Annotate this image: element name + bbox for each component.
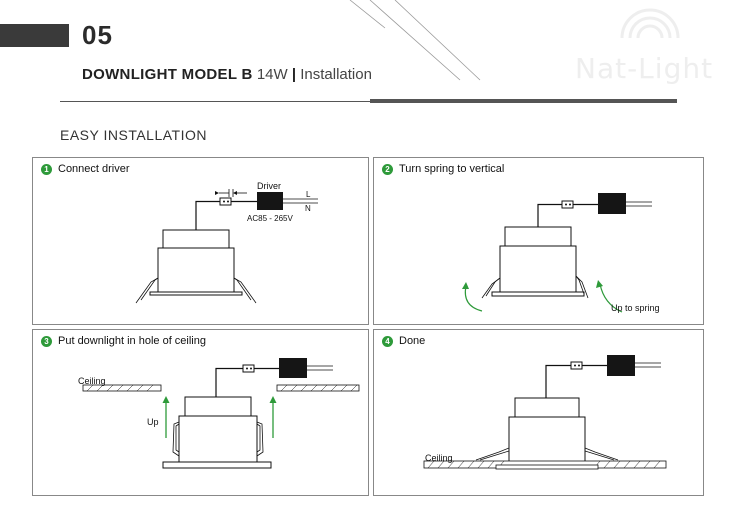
voltage-label: AC85 - 265V (247, 214, 293, 223)
step-number-badge: 3 (41, 336, 52, 347)
ceiling-label: Ceiling (78, 376, 106, 386)
section-title: EASY INSTALLATION (60, 127, 207, 143)
title-model: DOWNLIGHT MODEL B (82, 66, 253, 83)
step-number-badge: 1 (41, 164, 52, 175)
step-title: Connect driver (58, 163, 130, 175)
step-panel-1 (32, 157, 369, 325)
step-panel-2 (373, 157, 704, 325)
connect-driver-diagram-icon (33, 158, 370, 326)
header-rule-thin (60, 101, 370, 102)
step-number-badge: 4 (382, 336, 393, 347)
step-title: Turn spring to vertical (399, 163, 505, 175)
done-diagram-icon (374, 330, 705, 497)
page-number: 05 (82, 20, 113, 50)
header-rule-thick (370, 99, 677, 103)
neutral-label: N (305, 204, 311, 213)
step-panel-3 (32, 329, 369, 496)
header-tab-bar (0, 24, 69, 47)
ceiling-insert-diagram-icon (33, 330, 370, 497)
step-number-badge: 2 (382, 164, 393, 175)
step-panel-4 (373, 329, 704, 496)
title-separator: | (291, 66, 297, 83)
line-label: L (306, 190, 311, 199)
title-section: Installation (300, 66, 372, 83)
page-title (82, 66, 372, 83)
step-title: Put downlight in hole of ceiling (58, 335, 206, 347)
driver-label: Driver (257, 181, 281, 191)
up-to-spring-label: Up to spring (611, 303, 660, 313)
decorative-lines (340, 0, 500, 90)
step-title: Done (399, 335, 426, 347)
up-label: Up (147, 417, 159, 427)
brand-logo-text: Nat-Light (575, 52, 714, 85)
title-power: 14W (256, 66, 288, 83)
turn-spring-diagram-icon (374, 158, 705, 326)
ceiling-label: Ceiling (425, 453, 453, 463)
